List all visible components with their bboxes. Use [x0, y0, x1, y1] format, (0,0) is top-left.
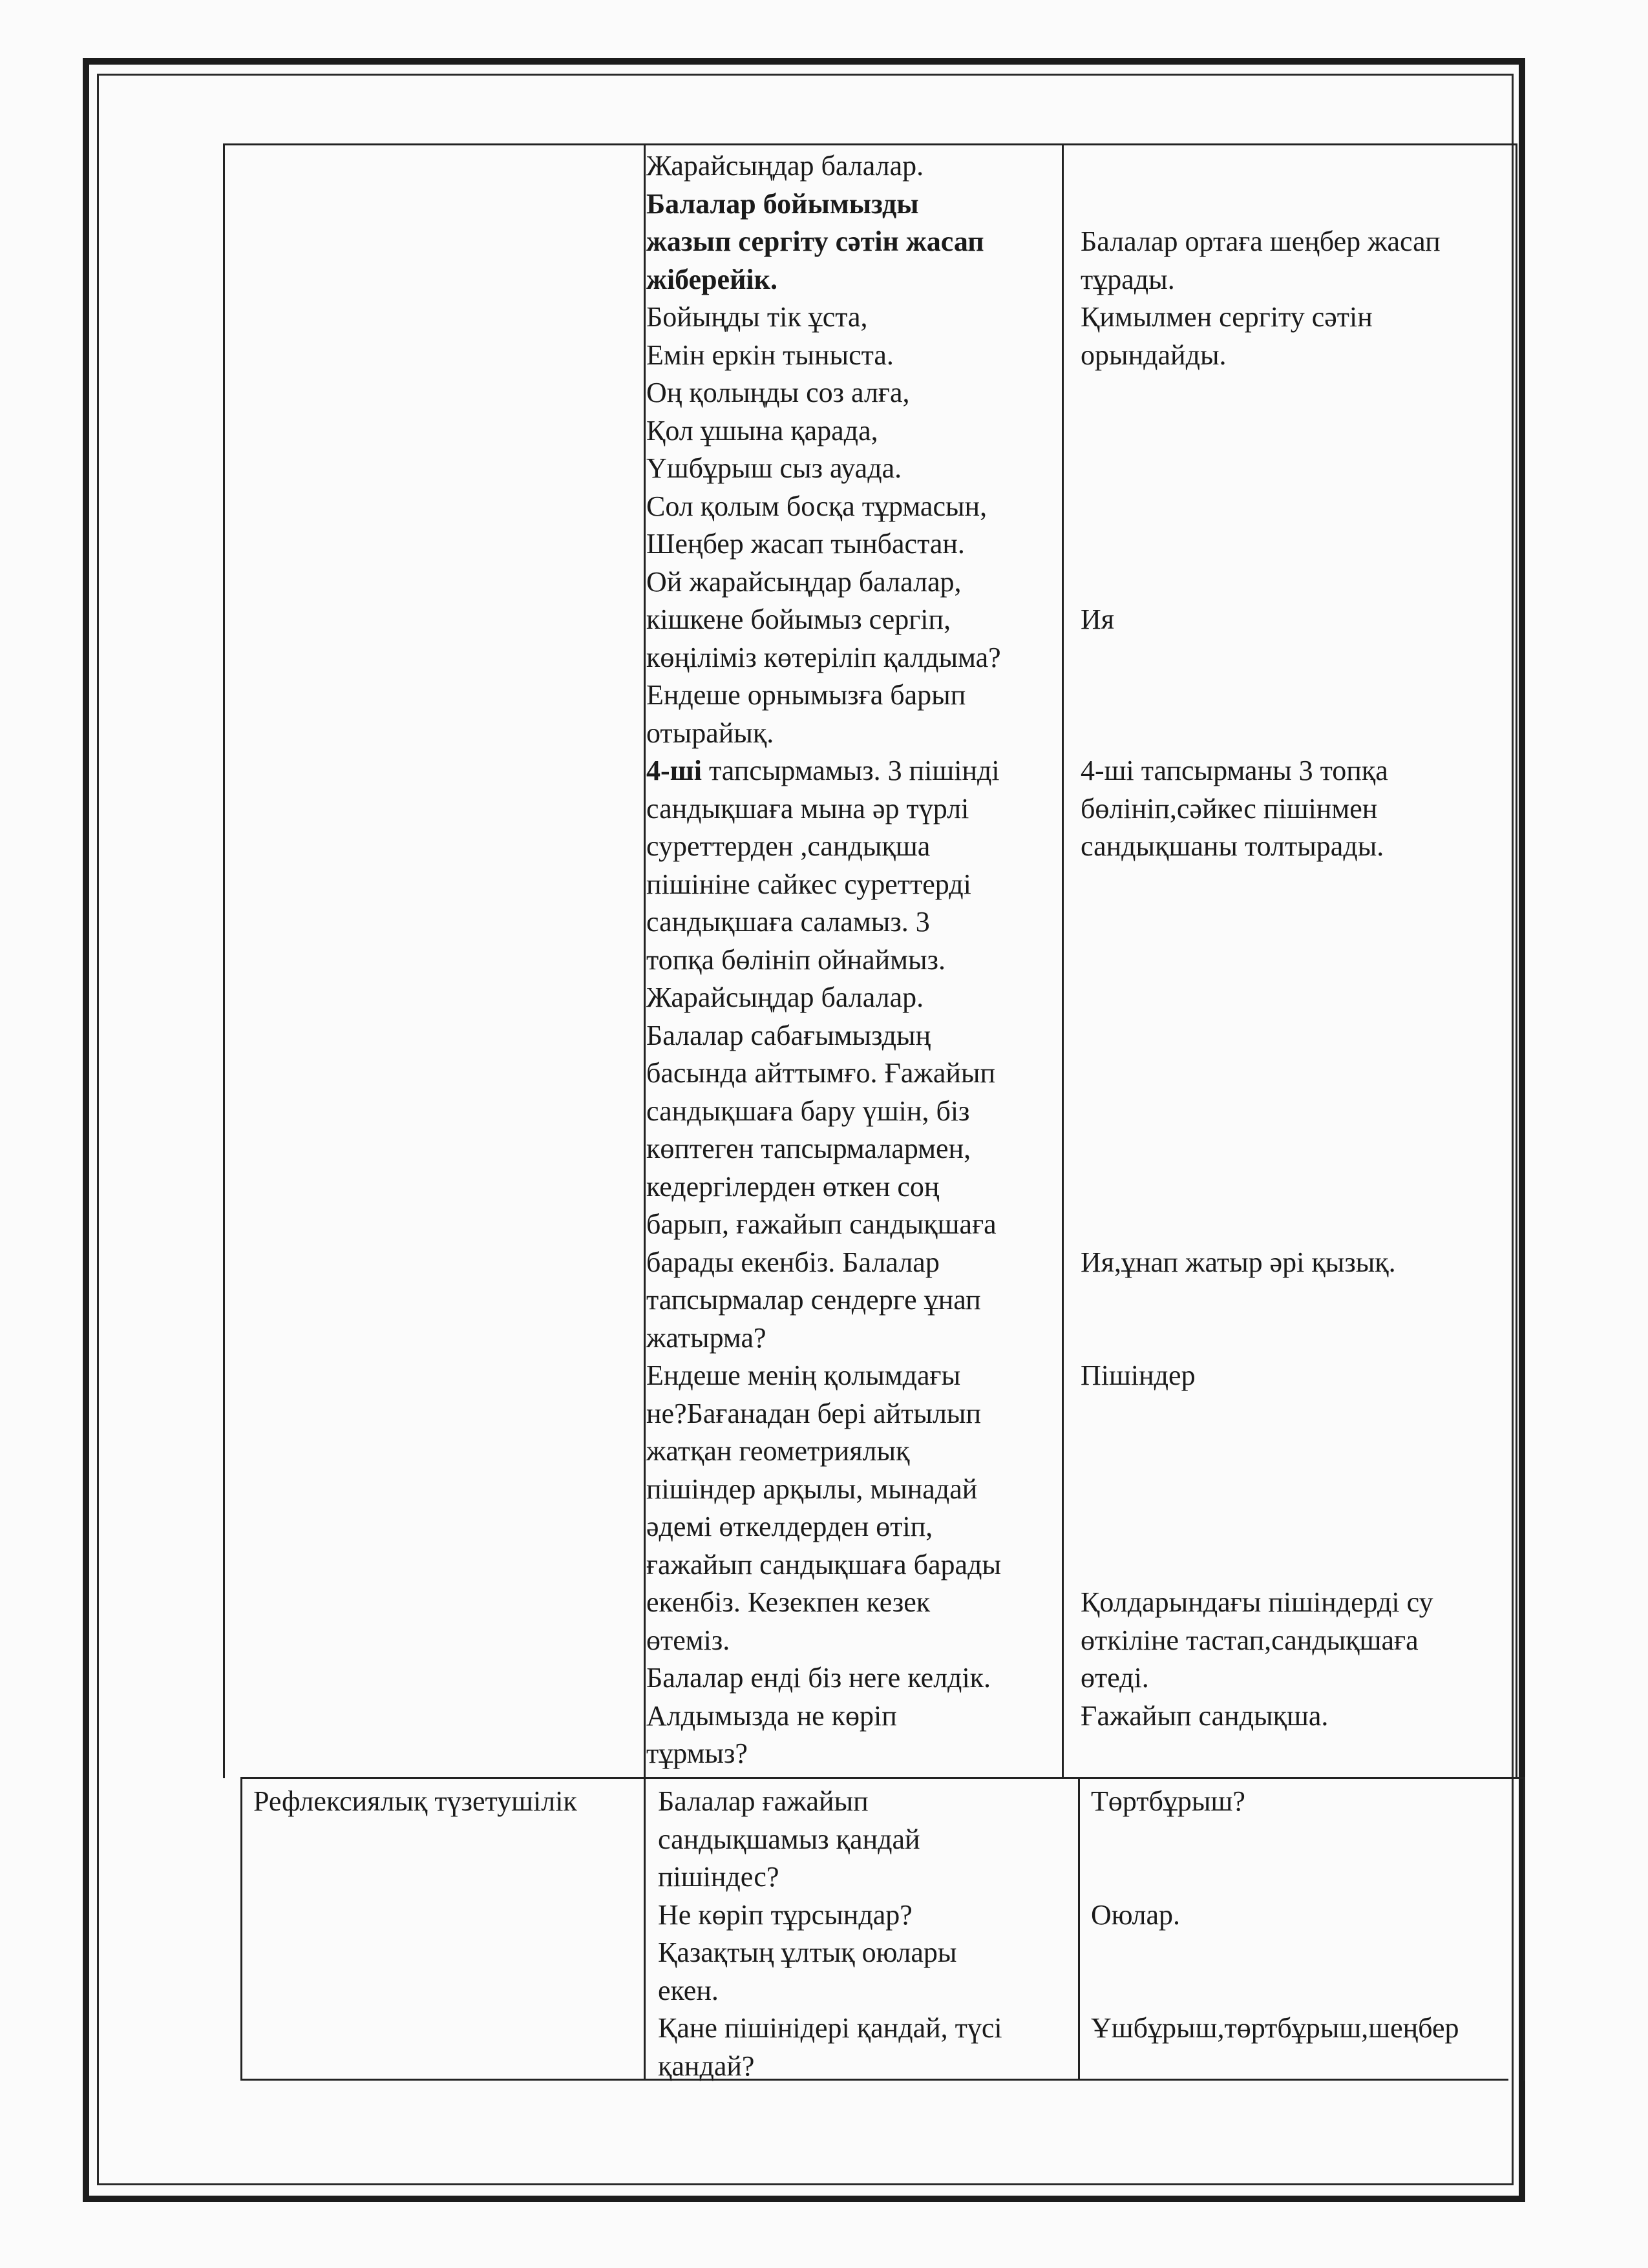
teacher-text-line: пішіндер арқылы, мынадай: [646, 1473, 978, 1505]
teacher-text-line: жатқан геометриялық: [646, 1435, 910, 1467]
children-text-line: Ғажайып сандықша.: [1081, 1699, 1329, 1732]
blank-line: [1081, 1471, 1514, 1509]
teacher-text-line: қандай?: [658, 2050, 755, 2082]
blank-line: [1081, 1395, 1514, 1433]
blank-line: [1081, 450, 1514, 488]
children-text-line: сандықшаны толтырады.: [1081, 830, 1384, 862]
teacher-text-line: Жарайсыңдар балалар.: [646, 150, 924, 182]
teacher-text-line: басында айттымғо. Ғажайып: [646, 1057, 996, 1089]
row2-teacher-cell: [658, 1783, 1075, 2085]
teacher-text-line: Балалар ғажайып: [658, 1785, 869, 1817]
blank-line: [1081, 677, 1514, 715]
children-text-line: Пішіндер: [1081, 1360, 1196, 1391]
children-text-line: Оюлар.: [1091, 1898, 1181, 1931]
teacher-text-line: барып, ғажайып сандықшаға: [646, 1208, 997, 1240]
teacher-text-line: Үшбұрыш сыз ауада.: [646, 452, 902, 484]
teacher-text-line: Балалар енді біз неге келдік.: [646, 1662, 991, 1694]
teacher-text-line: жатырма?: [646, 1321, 766, 1354]
table-right-border-row2: [1523, 1777, 1525, 2081]
blank-line: [1081, 374, 1514, 412]
teacher-text-line: Оң қолыңды соз алға,: [646, 377, 910, 408]
row2-stage-cell: [253, 1783, 641, 1821]
line-rest: тапсырмамыз. 3 пішінді: [702, 755, 1000, 786]
teacher-text-line: Емін еркін тыныста.: [646, 339, 894, 371]
teacher-text-line: Алдымызда не көріп: [646, 1699, 897, 1732]
bold-prefix: 4-ші: [646, 755, 703, 786]
teacher-text-line: не?Бағанадан бері айтылып: [646, 1397, 982, 1429]
teacher-text-line: сандықшаға саламыз. 3: [646, 906, 930, 938]
teacher-text-line: пішініне сайкес суреттерді: [646, 868, 971, 900]
blank-line: [1081, 715, 1514, 753]
teacher-text-line: кедергілерден өткен соң: [646, 1170, 940, 1202]
table-left-border-row2: [240, 1777, 242, 2081]
blank-line: [1081, 1093, 1514, 1131]
teacher-text-line: пішіндес?: [658, 1861, 779, 1893]
teacher-text-line: барады екенбіз. Балалар: [646, 1246, 940, 1278]
table-row-divider: [240, 1777, 1523, 1779]
teacher-text-line: отырайық.: [646, 717, 774, 749]
blank-line: [1081, 1130, 1514, 1168]
teacher-text-line: Шеңбер жасап тынбастан.: [646, 528, 965, 560]
teacher-text-line: Қане пішінідері қандай, түсі: [658, 2012, 1002, 2044]
children-text-line: Ия,ұнап жатыр әрі қызық.: [1081, 1246, 1396, 1278]
blank-line: [1091, 1972, 1521, 2010]
teacher-text-line: Ой жарайсыңдар балалар,: [646, 565, 962, 598]
table-left-border: [223, 143, 225, 1778]
children-text-line: Ұшбұрыш,төртбұрыш,шеңбер: [1091, 2012, 1459, 2044]
blank-line: [1081, 1319, 1514, 1358]
teacher-text-line: Қол ұшына қарада,: [646, 414, 878, 446]
teacher-text-line: көңіліміз көтеріліп қалдыма?: [646, 641, 1001, 673]
teacher-text-line: [646, 752, 1060, 790]
teacher-text-line: сандықшаға бару үшін, біз: [646, 1095, 970, 1127]
blank-line: [1091, 1934, 1521, 1972]
blank-line: [1081, 639, 1514, 677]
blank-line: [1081, 979, 1514, 1017]
teacher-text-line: Ендеше орнымызға барып: [646, 679, 966, 711]
blank-line: [1081, 488, 1514, 526]
teacher-text-line: екенбіз. Кезекпен кезек: [646, 1586, 931, 1618]
teacher-text-line: Балалар сабағымыздың: [646, 1019, 931, 1051]
children-text-line: Ия: [1081, 604, 1115, 635]
row2-stage-label: Рефлексиялық түзетушілік: [253, 1785, 577, 1817]
blank-line: [1081, 941, 1514, 980]
teacher-text-line: көптеген тапсырмалармен,: [646, 1133, 971, 1164]
children-text-line: орындайды.: [1081, 339, 1227, 371]
teacher-text-line: жіберейік.: [646, 263, 778, 295]
blank-line: [1081, 185, 1514, 224]
children-text-line: тұрады.: [1081, 263, 1175, 295]
children-text-line: Қолдарындағы пішіндерді су: [1081, 1586, 1433, 1618]
teacher-text-line: екен.: [658, 1974, 719, 2006]
blank-line: [1081, 1168, 1514, 1206]
teacher-text-line: тұрмыз?: [646, 1738, 748, 1769]
table-right-border: [1516, 143, 1517, 1777]
blank-line: [1081, 1206, 1514, 1244]
children-text-line: Балалар ортаға шеңбер жасап: [1081, 226, 1441, 257]
teacher-text-line: Қазақтың ұлтық оюлары: [658, 1937, 957, 1968]
teacher-text-line: Сол қолым босқа тұрмасын,: [646, 490, 988, 522]
teacher-text-line: Ендеше менің қолымдағы: [646, 1360, 961, 1391]
teacher-text-line: жазып сергіту сәтін жасап: [646, 226, 984, 257]
teacher-text-line: топқа бөлініп ойнаймыз.: [646, 943, 945, 976]
children-text-line: Қимылмен сергіту сәтін: [1081, 301, 1373, 333]
blank-line: [1081, 866, 1514, 904]
row1-children-cell: [1081, 147, 1514, 1735]
blank-line: [1081, 1055, 1514, 1093]
blank-line: [1081, 525, 1514, 563]
children-text-line: бөлініп,сәйкес пішінмен: [1081, 792, 1378, 824]
teacher-text-line: сандықшамыз қандай: [658, 1823, 920, 1855]
blank-line: [1091, 1858, 1521, 1896]
teacher-text-line: Жарайсыңдар балалар.: [646, 982, 924, 1013]
blank-line: [1081, 903, 1514, 941]
children-text-line: өтеді.: [1081, 1662, 1149, 1694]
teacher-text-line: суреттерден ,сандықша: [646, 830, 931, 862]
blank-line: [1081, 1281, 1514, 1319]
table-top-border: [223, 143, 1517, 145]
teacher-text-line: ғажайып сандықшаға барады: [646, 1548, 1002, 1580]
table-col-divider-1: [644, 143, 646, 2081]
teacher-text-line: кішкене бойымыз сергіп,: [646, 604, 951, 635]
row2-children-cell: [1091, 1783, 1521, 2048]
children-text-line: Төртбұрыш?: [1091, 1785, 1245, 1817]
row1-teacher-cell: [646, 147, 1060, 1773]
teacher-text-line: сандықшаға мына әр түрлі: [646, 792, 969, 824]
table-col-divider-2: [1062, 143, 1064, 1777]
teacher-text-line: Балалар бойымызды: [646, 187, 919, 220]
blank-line: [1091, 1821, 1521, 1859]
teacher-text-line: тапсырмалар сендерге ұнап: [646, 1284, 981, 1316]
teacher-text-line: өтеміз.: [646, 1624, 730, 1656]
children-text-line: өткіліне тастап,сандықшаға: [1081, 1624, 1419, 1656]
blank-line: [1081, 563, 1514, 602]
blank-line: [1081, 1433, 1514, 1471]
blank-line: [1081, 147, 1514, 185]
blank-line: [1081, 412, 1514, 450]
blank-line: [1081, 1546, 1514, 1584]
teacher-text-line: Бойыңды тік ұста,: [646, 301, 868, 333]
children-text-line: 4-ші тапсырманы 3 топқа: [1081, 755, 1388, 786]
blank-line: [1081, 1508, 1514, 1546]
table-col-divider-2-row2: [1078, 1777, 1080, 2081]
blank-line: [1081, 1017, 1514, 1055]
teacher-text-line: Не көріп тұрсындар?: [658, 1898, 913, 1931]
teacher-text-line: әдемі өткелдерден өтіп,: [646, 1511, 933, 1542]
